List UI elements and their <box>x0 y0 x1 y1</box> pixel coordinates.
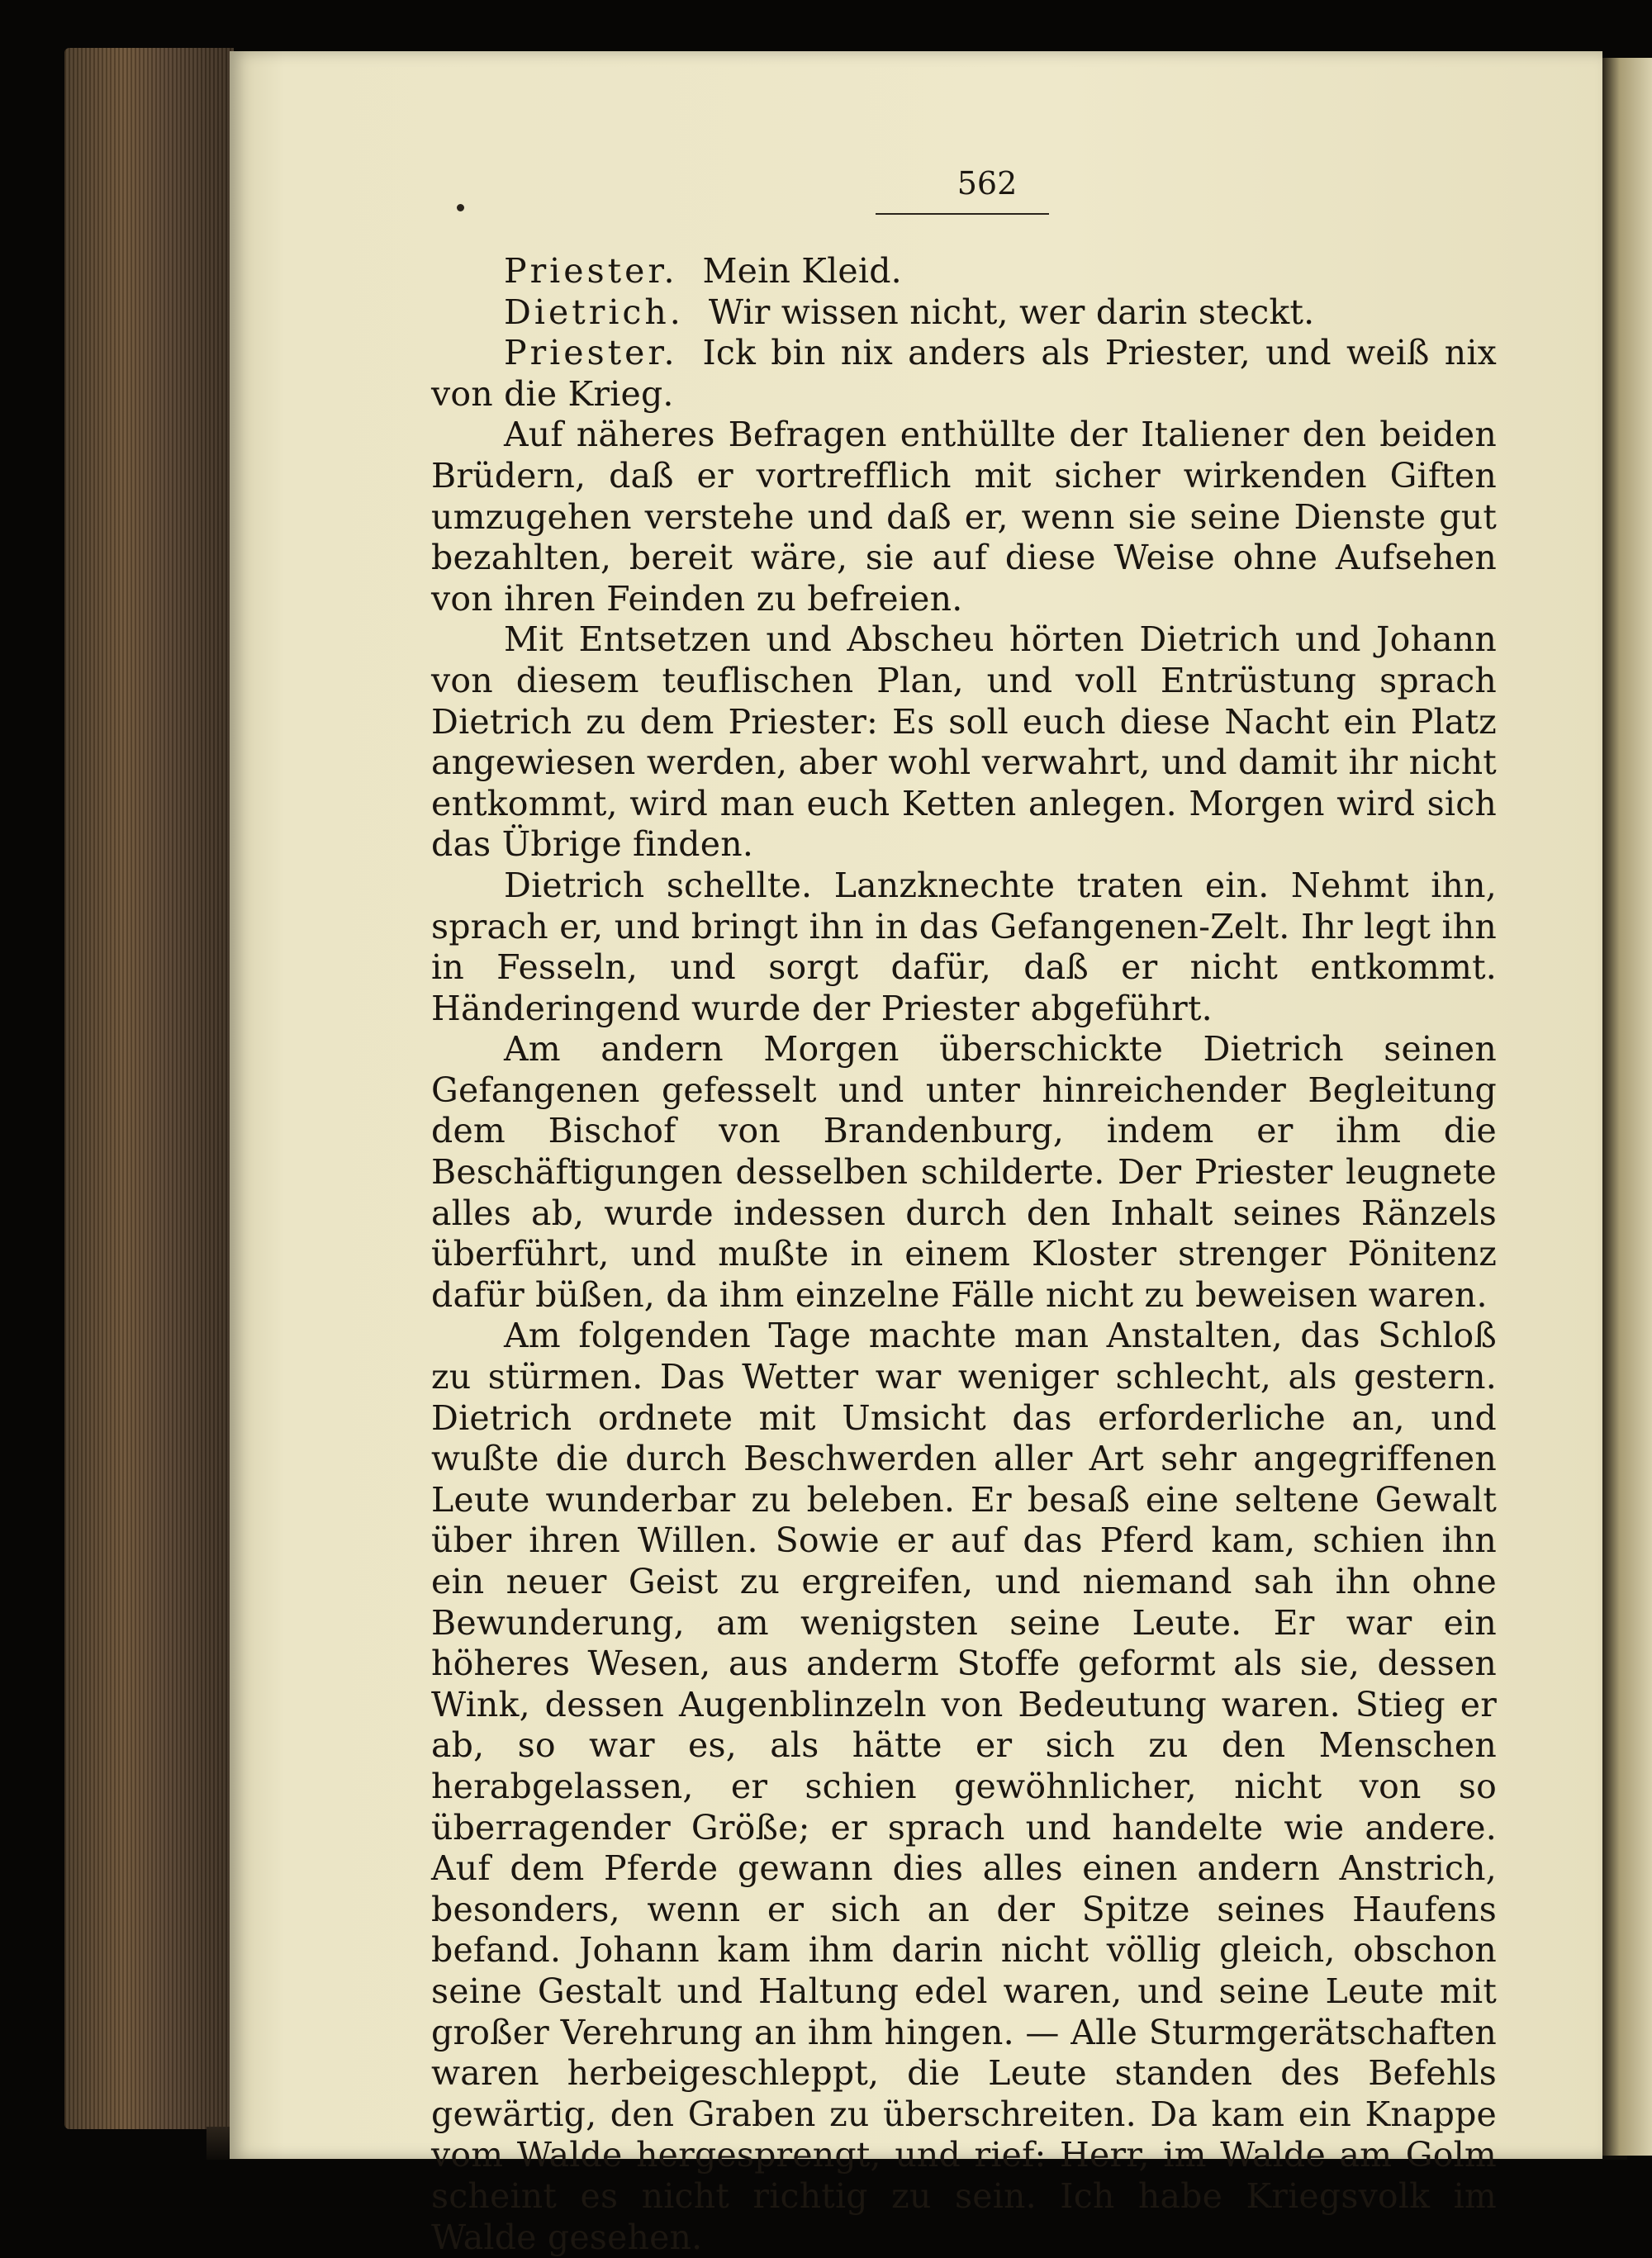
page-number: 562 <box>957 165 1018 202</box>
facing-page-edge <box>1602 58 1652 2156</box>
dialog-line <box>431 292 1497 334</box>
dialog-text: Ick bin nix anders als Priester, und weiß nix von die Krieg. <box>431 333 1497 414</box>
paragraph: Auf näheres Befragen enthüllte der Italiener den beiden Brüdern, daß er vortrefflich mit sicher wirkenden Giften umzugehen verstehe und daß er, wenn sie seine Dienste gut bezahlten, bereit wäre, sie auf diese Weise ohne Aufsehen von ihren Feinden zu befreien. <box>431 415 1497 619</box>
book-page-edges <box>64 48 234 2129</box>
speaker-name: Priester. <box>504 333 678 373</box>
ink-dot <box>457 204 464 211</box>
dialog-text: Mein Kleid. <box>702 251 902 291</box>
speaker-name: Priester. <box>504 251 678 291</box>
paragraph: Dietrich schellte. Lanzknechte traten ein. Nehmt ihn, sprach er, und bringt ihn in das Gefangenen-Zelt. Ihr legt ihn in Fesseln, und sorgt dafür, daß er nicht entkommt. Händeringend wurde der Priester abgeführt. <box>431 865 1497 1028</box>
speaker-name: Dietrich. <box>504 292 684 332</box>
header-rule <box>876 213 1049 215</box>
paragraph: Am folgenden Tage machte man Anstalten, das Schloß zu stürmen. Das Wetter war weniger schlecht, als gestern. Dietrich ordnete mit Umsicht das erforderliche an, und wußte die durch Beschwerden aller Art sehr angegriffenen Leute wunderbar zu beleben. Er besaß eine seltene Gewalt über ihren Willen. Sowie er auf das Pferd kam, schien ihn ein neuer Geist zu ergreifen, und niemand sah ihn ohne Bewunderung, am wenigsten seine Leute. Er war ein höheres Wesen, aus anderm Stoffe geformt als sie, dessen Wink, dessen Augenblinzeln von Bedeutung waren. Stieg er ab, so war es, als hätte er sich zu den Menschen herabgelassen, er schien gewöhnlicher, nicht von so überragender Größe; er sprach und handelte wie andere. Auf dem Pferde gewann dies alles einen andern Anstrich, besonders, wenn er sich an der Spitze seines Haufens befand. Johann kam ihm darin nicht völlig gleich, obschon seine Gestalt und Haltung edel waren, und seine Leute mit großer Verehrung an ihm hingen. — Alle Sturmgerätschaften waren herbeigeschleppt, die Leute standen des Befehls gewärtig, den Graben zu überschreiten. Da kam ein Knappe vom Walde hergesprengt, und rief: Herr, im Walde am Golm scheint es nicht richtig zu sein. Ich habe Kriegsvolk im Walde gesehen. <box>431 1316 1497 2257</box>
dialog-line <box>431 333 1497 415</box>
paragraph: Am andern Morgen überschickte Dietrich seinen Gefangenen gefesselt und unter hinreichender Begleitung dem Bischof von Brandenburg, indem er ihm die Beschäftigungen desselben schilderte. Der Priester leugnete alles ab, wurde indessen durch den Inhalt seines Ränzels überführt, und mußte in einem Kloster strenger Pönitenz dafür büßen, da ihm einzelne Fälle nicht zu beweisen waren. <box>431 1029 1497 1315</box>
dialog-text: Wir wissen nicht, wer darin steckt. <box>708 292 1315 332</box>
dialog-line <box>431 251 1497 292</box>
paragraph: Mit Entsetzen und Abscheu hörten Dietrich und Johann von diesem teuflischen Plan, und voll Entrüstung sprach Dietrich zu dem Priester: Es soll euch diese Nacht ein Platz angewiesen werden, aber wohl verwahrt, und damit ihr nicht entkommt, wird man euch Ketten anlegen. Morgen wird sich das Übrige finden. <box>431 619 1497 865</box>
body-text <box>431 251 1497 2258</box>
